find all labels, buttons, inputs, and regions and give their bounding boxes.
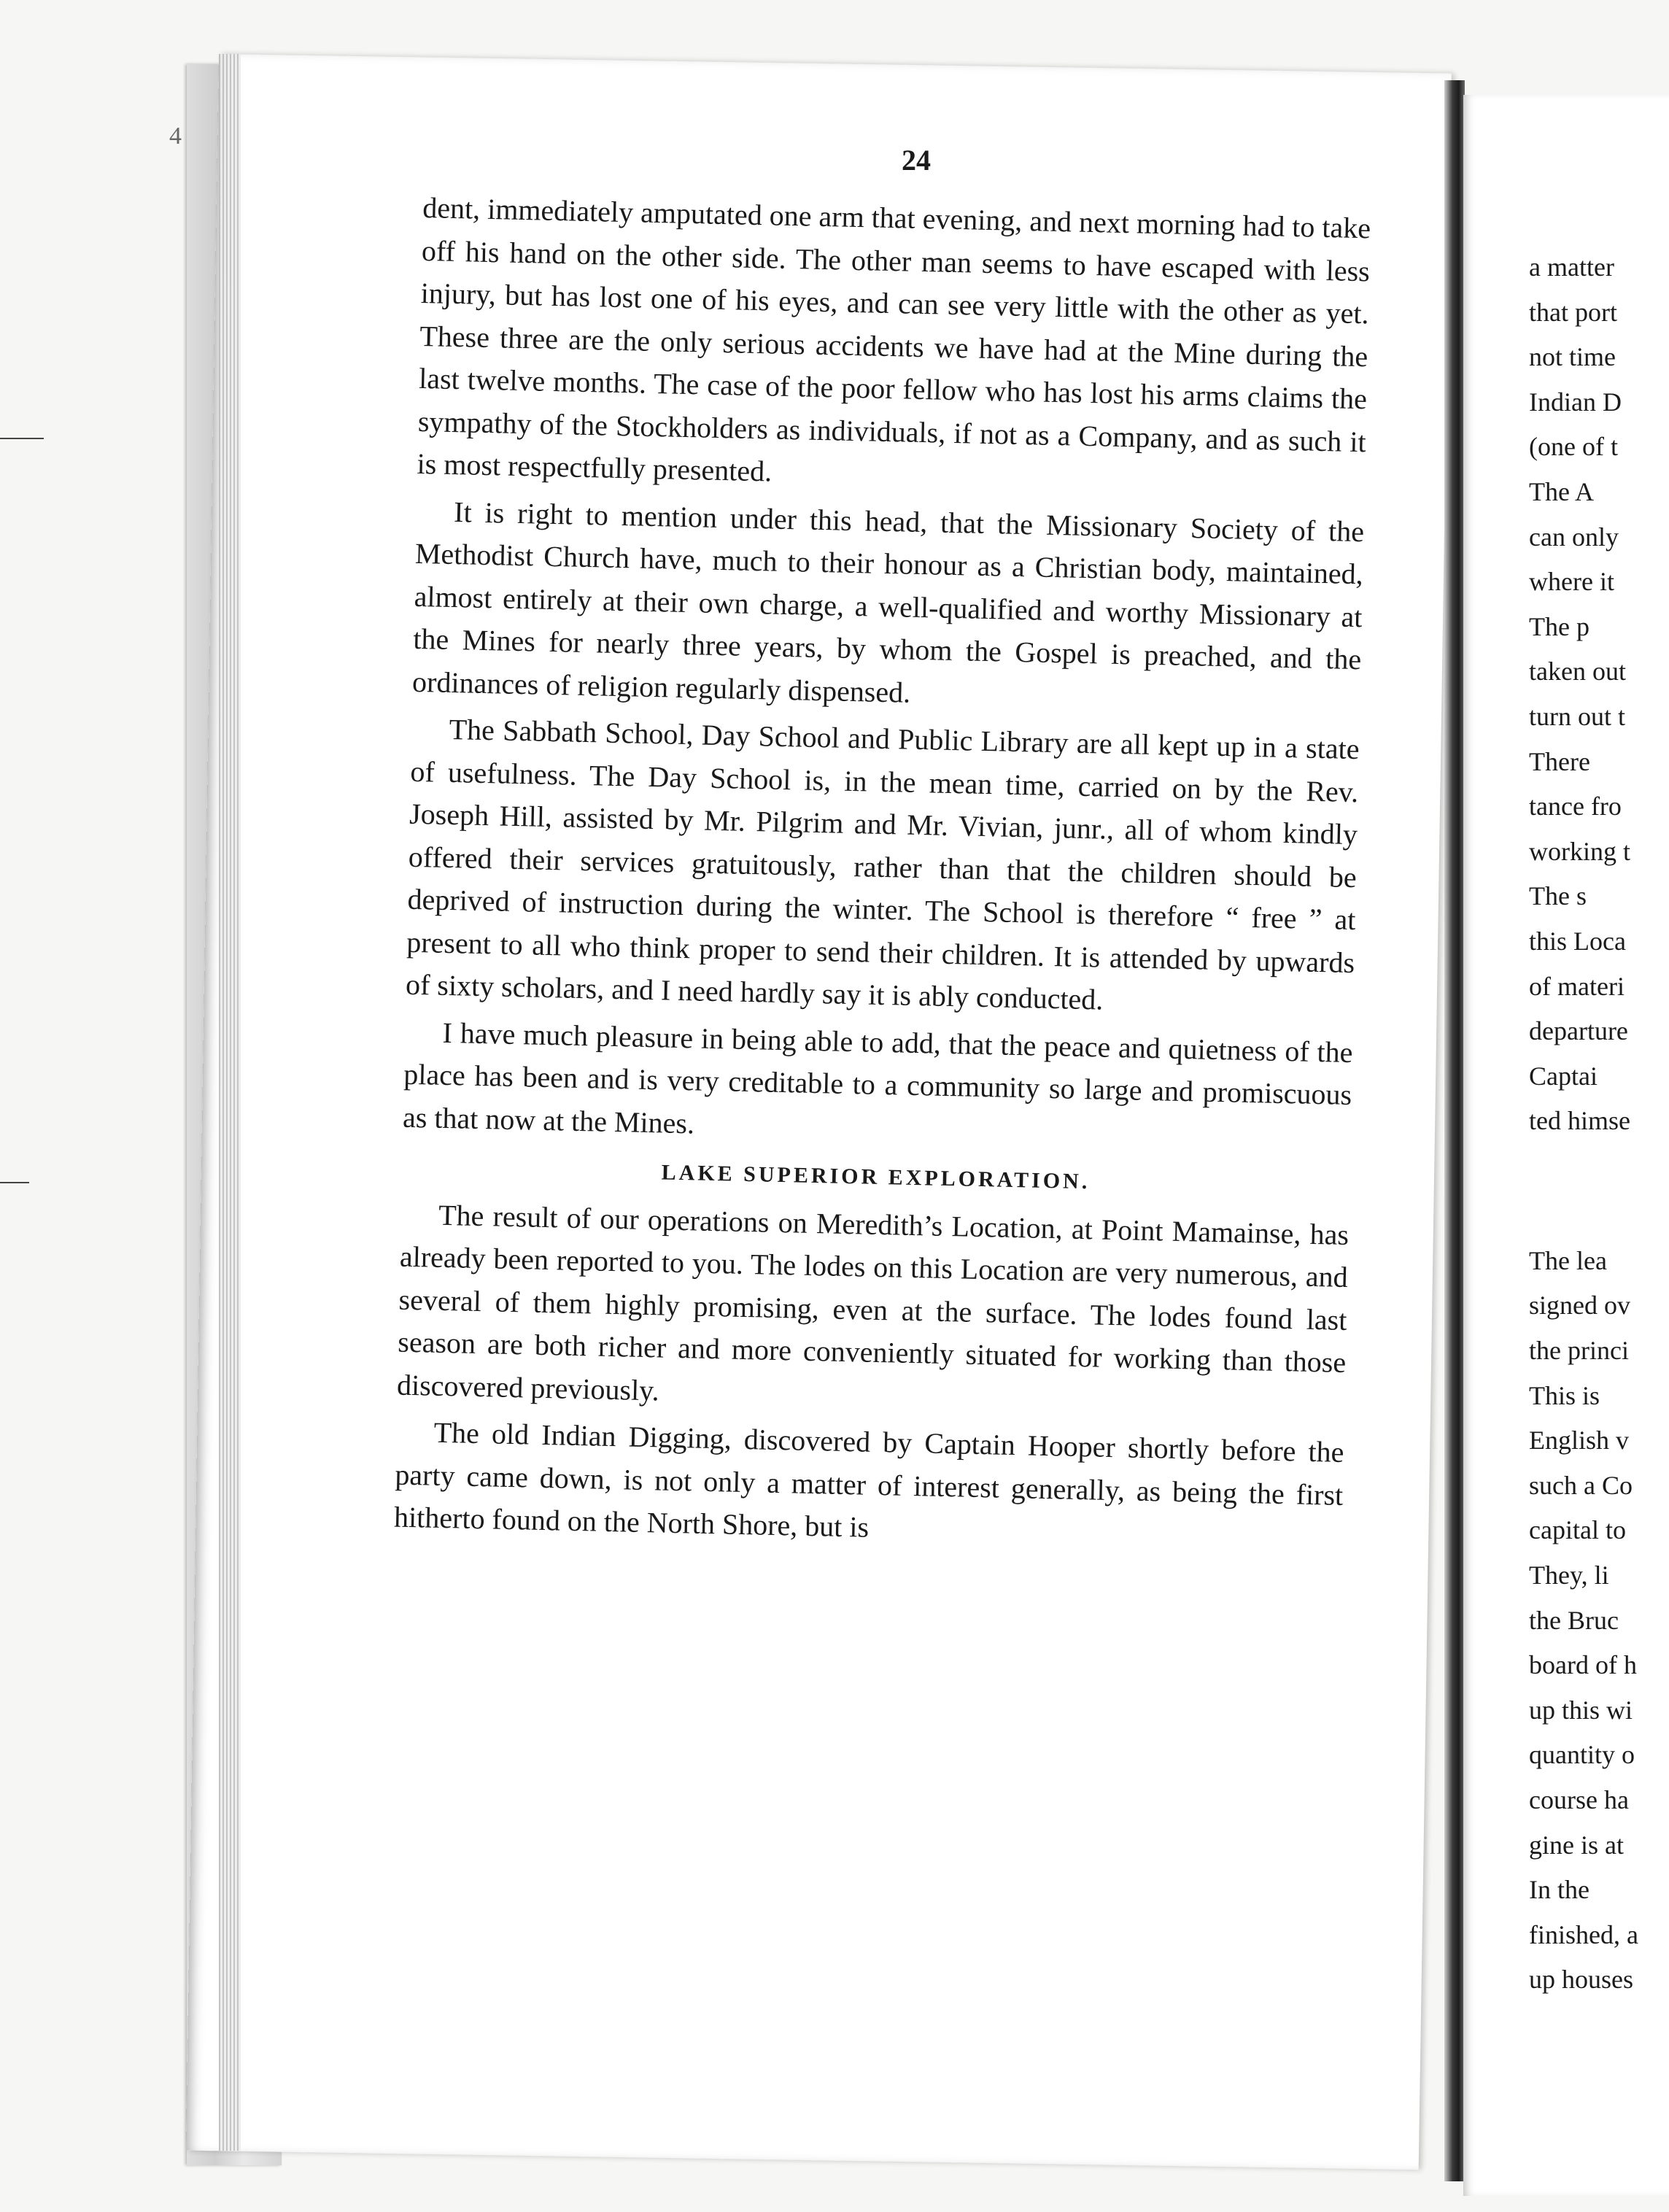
right-page-line: The p (1529, 611, 1589, 641)
right-page-line: of materi (1529, 971, 1625, 1001)
margin-mark (0, 1182, 29, 1183)
right-page-line: The A (1529, 476, 1594, 506)
paragraph: I have much pleasure in being able to add, that the peace and quietness of the place has been and is very creditable to a community so large and promiscuous as that now at the Mines. (402, 1016, 1353, 1140)
right-page-line: the princi (1529, 1336, 1629, 1366)
right-page-line: gine is at (1529, 1830, 1624, 1860)
right-page-line: quantity o (1529, 1740, 1635, 1770)
right-page-line: working t (1529, 836, 1630, 866)
main-text-column (394, 187, 1371, 1559)
paragraph: The old Indian Digging, discovered by Captain Hooper shortly before the party came down, is not only a matter of interest generally, as being the first hitherto found on the North Shore, but is (393, 1415, 1344, 1544)
right-page-line: finished, a (1529, 1919, 1638, 1949)
right-page-line: up houses (1529, 1965, 1633, 1995)
right-page-line: This is (1529, 1380, 1600, 1410)
right-page-line: In the (1529, 1875, 1589, 1905)
right-page-line: a matter (1529, 252, 1614, 282)
right-page-line: tance fro (1529, 792, 1622, 821)
right-page-line: that port (1529, 297, 1617, 327)
book-gutter (1444, 80, 1465, 2181)
right-page-line: can only (1529, 522, 1619, 552)
right-page-line: ted himse (1529, 1106, 1630, 1136)
right-page-line: course ha (1529, 1785, 1629, 1814)
right-page-line: Indian D (1529, 387, 1622, 417)
page-edge-lines (219, 54, 241, 2151)
paragraph: dent, immediately amputated one arm that evening, and next morning had to take off his hand on the other side. The other man seems to have escaped with less injury, but has lost one of his eyes, and can see very little with the other as yet. These three are the only serious accidents we have had at the Mine during the last twelve months. The case of the poor fellow who has lost his arms claims the sympathy of the Stockholders as individuals, if not as a Company, and as such it is most respectfully presented. (417, 190, 1371, 488)
right-page-line: The lea (1529, 1245, 1607, 1275)
right-page-line: this Loca (1529, 926, 1626, 956)
right-page-line: The s (1529, 881, 1587, 911)
paragraph: The result of our operations on Meredith’s Location, at Point Mamainse, has already been reported to you. The lodes on this Location are very numerous, and several of them highly promising, even at the surface. The lodes found last season are both richer and more conveniently situated for working than those discovered previously. (396, 1198, 1349, 1407)
right-page-line: turn out t (1529, 701, 1625, 731)
right-page-line: where it (1529, 567, 1614, 597)
paragraph: It is right to mention under this head, that the Missionary Society of the Methodist Church have, much to their honour as a Christian body, maintained, almost entirely at their own charge, a well-qualified and worthy Missionary at the Mines for nearly three years, by whom the Gospel is preached, and the ordinances of religion regularly dispensed. (411, 495, 1365, 709)
section-heading: LAKE SUPERIOR EXPLORATION. (661, 1160, 1091, 1194)
right-page-text (1529, 245, 1669, 2003)
margin-mark (0, 438, 44, 439)
page-number: 24 (902, 144, 931, 177)
right-page-line: There (1529, 746, 1590, 776)
right-page-line: up this wi (1529, 1695, 1633, 1725)
right-page-line: board of h (1529, 1650, 1637, 1680)
right-page-gap (1529, 1144, 1669, 1239)
right-page-line: (one of t (1529, 432, 1618, 462)
right-page-line: the Bruc (1529, 1605, 1619, 1635)
right-page-line: signed ov (1529, 1291, 1630, 1320)
paragraph: The Sabbath School, Day School and Public Library are all kept up in a state of usefulness. The Day School is, in the mean time, carried on by the Rev. Joseph Hill, assisted by Mr. Pilgrim and Mr. Vivian, junr., all of whom kindly offered their services gratuitously, rather than that the children should be deprived of instruction during the winter. The School is therefore “ free ” at present to all who think proper to send their children. It is attended by upwards of sixty scholars, and I need hardly say it is ably conducted. (405, 712, 1360, 1016)
right-page-line: such a Co (1529, 1470, 1633, 1500)
right-page-line: capital to (1529, 1515, 1626, 1545)
right-page-line: taken out (1529, 657, 1626, 687)
right-page-line: departure (1529, 1016, 1628, 1046)
corner-page-mark: 4 (169, 123, 182, 150)
right-page-line: Captai (1529, 1061, 1598, 1091)
right-page-line: not time (1529, 342, 1616, 372)
right-page-line: They, li (1529, 1561, 1609, 1590)
right-page-line: English v (1529, 1426, 1630, 1455)
